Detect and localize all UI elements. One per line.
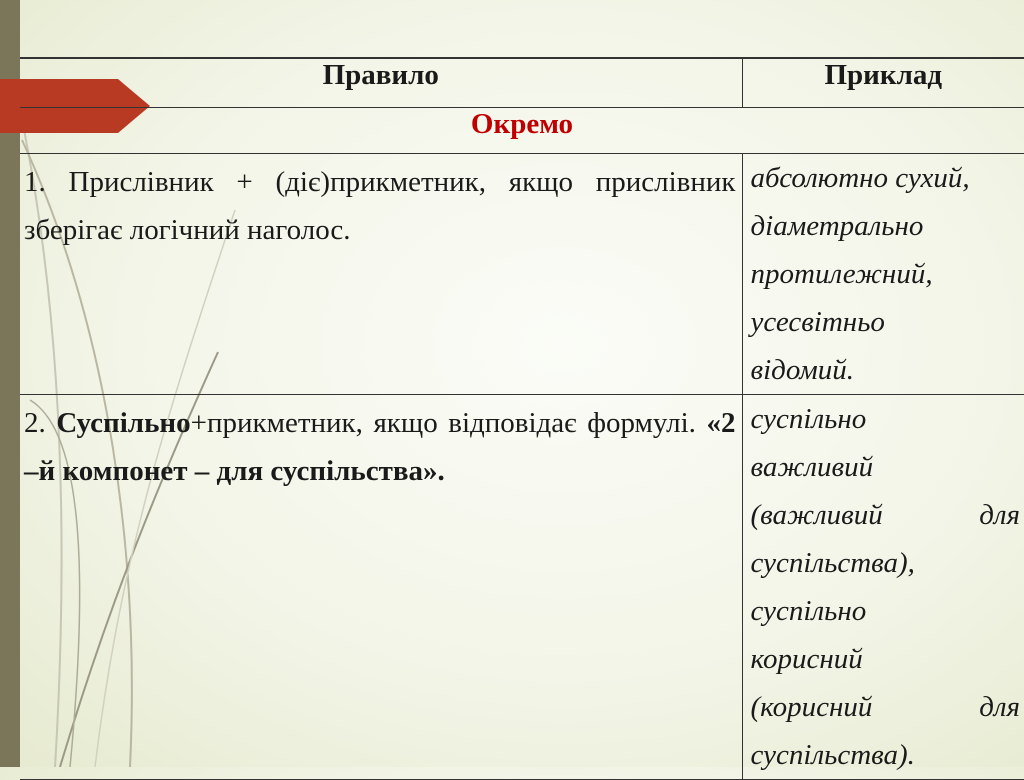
example-cell-1: [742, 154, 1024, 395]
table-row: [20, 395, 1024, 780]
table-row: [20, 154, 1024, 395]
example-line: відомий.: [750, 354, 854, 386]
rule-number: 1.: [24, 166, 46, 198]
example-line: корисний: [750, 643, 863, 675]
example-line: суспільно: [750, 595, 867, 627]
example-line: діаметрально: [750, 210, 924, 242]
rule-formula: «2 –й компонет – для суспільства».: [24, 407, 736, 487]
example-line: абсолютно сухий,: [750, 162, 970, 194]
example-line: усесвітньо: [750, 306, 885, 338]
example-line: [751, 491, 1021, 539]
rule-cell-2: [20, 395, 742, 780]
header-rule: Правило: [20, 58, 742, 108]
example-line: суспільно: [750, 403, 867, 435]
table-header-row: [20, 58, 1024, 108]
example-line: суспільства).: [750, 739, 915, 771]
example-line: [751, 683, 1021, 731]
example-line: суспільства),: [750, 547, 915, 579]
example-word: (важливий: [750, 499, 883, 531]
rule-text: Прислівник + (діє)прикметник, якщо прислівник зберігає логічний наголос.: [24, 166, 736, 246]
section-row: [20, 108, 1024, 154]
example-cell-2: [742, 395, 1024, 780]
rule-text: +прикметник, якщо відповідає формулі.: [190, 407, 696, 439]
rules-table: [20, 57, 1024, 780]
rule-bold-word: Суспільно: [56, 407, 191, 439]
example-word: для: [979, 499, 1020, 531]
rule-cell-1: [20, 154, 742, 395]
header-example: Приклад: [742, 58, 1024, 108]
rule-number: 2.: [24, 407, 46, 439]
example-line: протилежний,: [750, 258, 933, 290]
section-title: Окремо: [20, 108, 1024, 154]
example-word: (корисний: [750, 691, 873, 723]
example-line: важливий: [750, 451, 874, 483]
example-word: для: [979, 691, 1020, 723]
